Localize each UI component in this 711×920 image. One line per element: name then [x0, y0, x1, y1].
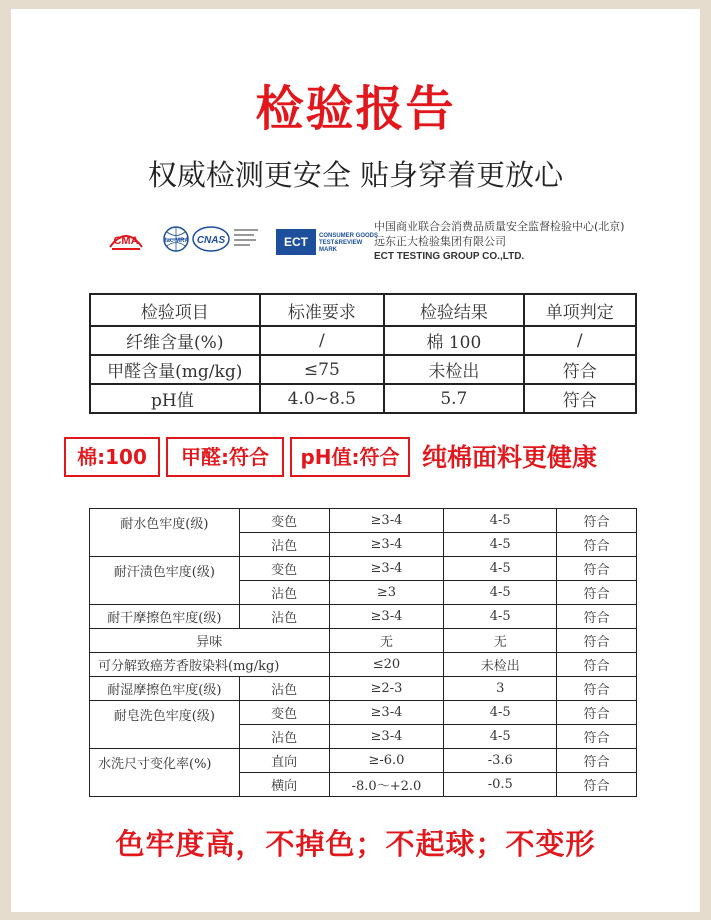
result-cell: 4-5: [444, 581, 557, 605]
sub-item-cell: 沾色: [239, 725, 329, 749]
standard-cell: ≥3-4: [329, 557, 444, 581]
result-cell: -3.6: [444, 749, 557, 773]
result-cell: 4-5: [444, 557, 557, 581]
item-cell: 耐皂洗色牢度(级): [90, 701, 240, 749]
result-cell: 4-5: [444, 509, 557, 533]
item-cell: 异味: [90, 629, 330, 653]
item-cell: 水洗尺寸变化率(%): [90, 749, 240, 797]
table-row: [90, 629, 637, 653]
highlight-tags: [64, 437, 664, 479]
sub-item-cell: 直向: [239, 749, 329, 773]
sub-item-cell: 沾色: [239, 581, 329, 605]
verdict-cell: 符合: [557, 653, 637, 677]
table-row: [90, 653, 637, 677]
item-cell: 纤维含量(%): [90, 326, 260, 355]
ilac-logo-text: ilac-MRA: [163, 238, 189, 244]
result-cell: 无: [444, 629, 557, 653]
org-name-en: ECT TESTING GROUP CO.,LTD.: [374, 251, 525, 262]
result-cell: 4-5: [444, 605, 557, 629]
table-row: [90, 749, 637, 773]
ect-logo: ECT: [276, 229, 316, 255]
standard-cell: ≥3: [329, 581, 444, 605]
result-cell: 未检出: [444, 653, 557, 677]
header-cell: 检验项目: [90, 294, 260, 326]
verdict-cell: 符合: [557, 605, 637, 629]
standard-cell: ≤75: [260, 355, 385, 384]
standard-cell: ≥3-4: [329, 701, 444, 725]
standard-cell: /: [260, 326, 385, 355]
table-row: [90, 326, 636, 355]
verdict-cell: 符合: [557, 749, 637, 773]
cotton-tag: 棉:100: [64, 437, 160, 477]
result-cell: 5.7: [384, 384, 523, 413]
verdict-cell: 符合: [557, 581, 637, 605]
sub-item-cell: 变色: [239, 509, 329, 533]
result-cell: 4-5: [444, 701, 557, 725]
table-row: [90, 557, 637, 581]
result-cell: 4-5: [444, 725, 557, 749]
verdict-cell: 符合: [557, 725, 637, 749]
result-cell: 未检出: [384, 355, 523, 384]
verdict-cell: 符合: [557, 533, 637, 557]
item-cell: 耐干摩擦色牢度(级): [90, 605, 240, 629]
item-cell: 耐汗渍色牢度(级): [90, 557, 240, 605]
result-cell: 4-5: [444, 533, 557, 557]
verdict-cell: /: [524, 326, 636, 355]
standard-cell: 4.0~8.5: [260, 384, 385, 413]
sub-item-cell: 沾色: [239, 605, 329, 629]
cnas-chinese-mark: [232, 225, 262, 253]
cnas-logo-text: CNAS: [196, 235, 226, 246]
result-cell: 3: [444, 677, 557, 701]
verdict-cell: 符合: [557, 557, 637, 581]
item-cell: 甲醛含量(mg/kg): [90, 355, 260, 384]
standard-cell: ≥3-4: [329, 605, 444, 629]
ect-mark-text: CONSUMER GOODS TEST&REVIEW MARK: [319, 233, 379, 253]
cotton-slogan: 纯棉面料更健康: [422, 443, 598, 472]
org-name-1: 中国商业联合会消费品质量安全监督检验中心(北京): [374, 220, 625, 233]
organization-info: [374, 219, 674, 264]
header-cell: 标准要求: [260, 294, 385, 326]
table-row: [90, 355, 636, 384]
ph-tag: pH值:符合: [290, 437, 410, 477]
page-subtitle: 权威检测更安全 贴身穿着更放心: [147, 158, 564, 192]
standard-cell: ≥3-4: [329, 725, 444, 749]
verdict-cell: 符合: [557, 509, 637, 533]
standard-cell: -8.0～+2.0: [329, 773, 444, 797]
sub-item-cell: 变色: [239, 557, 329, 581]
verdict-cell: 符合: [524, 355, 636, 384]
item-cell: 耐水色牢度(级): [90, 509, 240, 557]
colorfastness-table: [89, 508, 637, 797]
item-cell: 可分解致癌芳香胺染料(mg/kg): [90, 653, 330, 677]
standard-cell: ≥3-4: [329, 509, 444, 533]
sub-item-cell: 沾色: [239, 677, 329, 701]
standard-cell: 无: [329, 629, 444, 653]
sub-item-cell: 变色: [239, 701, 329, 725]
verdict-cell: 符合: [524, 384, 636, 413]
result-cell: 棉 100: [384, 326, 523, 355]
verdict-cell: 符合: [557, 629, 637, 653]
cma-logo: [106, 227, 146, 253]
page-title: 检验报告: [255, 81, 456, 137]
result-cell: -0.5: [444, 773, 557, 797]
certification-logos: [106, 219, 666, 262]
sub-item-cell: 横向: [239, 773, 329, 797]
ilac-mra-logo: [161, 225, 191, 253]
table-header-row: [90, 294, 636, 326]
sub-item-cell: 沾色: [239, 533, 329, 557]
test-results-table: [89, 293, 637, 414]
standard-cell: ≥3-4: [329, 533, 444, 557]
standard-cell: ≤20: [329, 653, 444, 677]
verdict-cell: 符合: [557, 677, 637, 701]
standard-cell: ≥-6.0: [329, 749, 444, 773]
header-cell: 检验结果: [384, 294, 523, 326]
org-name-2: 远东正大检验集团有限公司: [374, 235, 506, 248]
verdict-cell: 符合: [557, 701, 637, 725]
table-row: [90, 509, 637, 533]
cma-logo-text: CMA: [113, 235, 139, 247]
header-cell: 单项判定: [524, 294, 636, 326]
table-row: [90, 701, 637, 725]
standard-cell: ≥2-3: [329, 677, 444, 701]
table-row: [90, 605, 637, 629]
formaldehyde-tag: 甲醛:符合: [166, 437, 284, 477]
item-cell: 耐湿摩擦色牢度(级): [90, 677, 240, 701]
table-row: [90, 384, 636, 413]
footer-slogan: 色牢度高，不掉色；不起球；不变形: [115, 827, 596, 861]
table-row: [90, 677, 637, 701]
verdict-cell: 符合: [557, 773, 637, 797]
item-cell: pH值: [90, 384, 260, 413]
cnas-logo: [192, 225, 230, 253]
